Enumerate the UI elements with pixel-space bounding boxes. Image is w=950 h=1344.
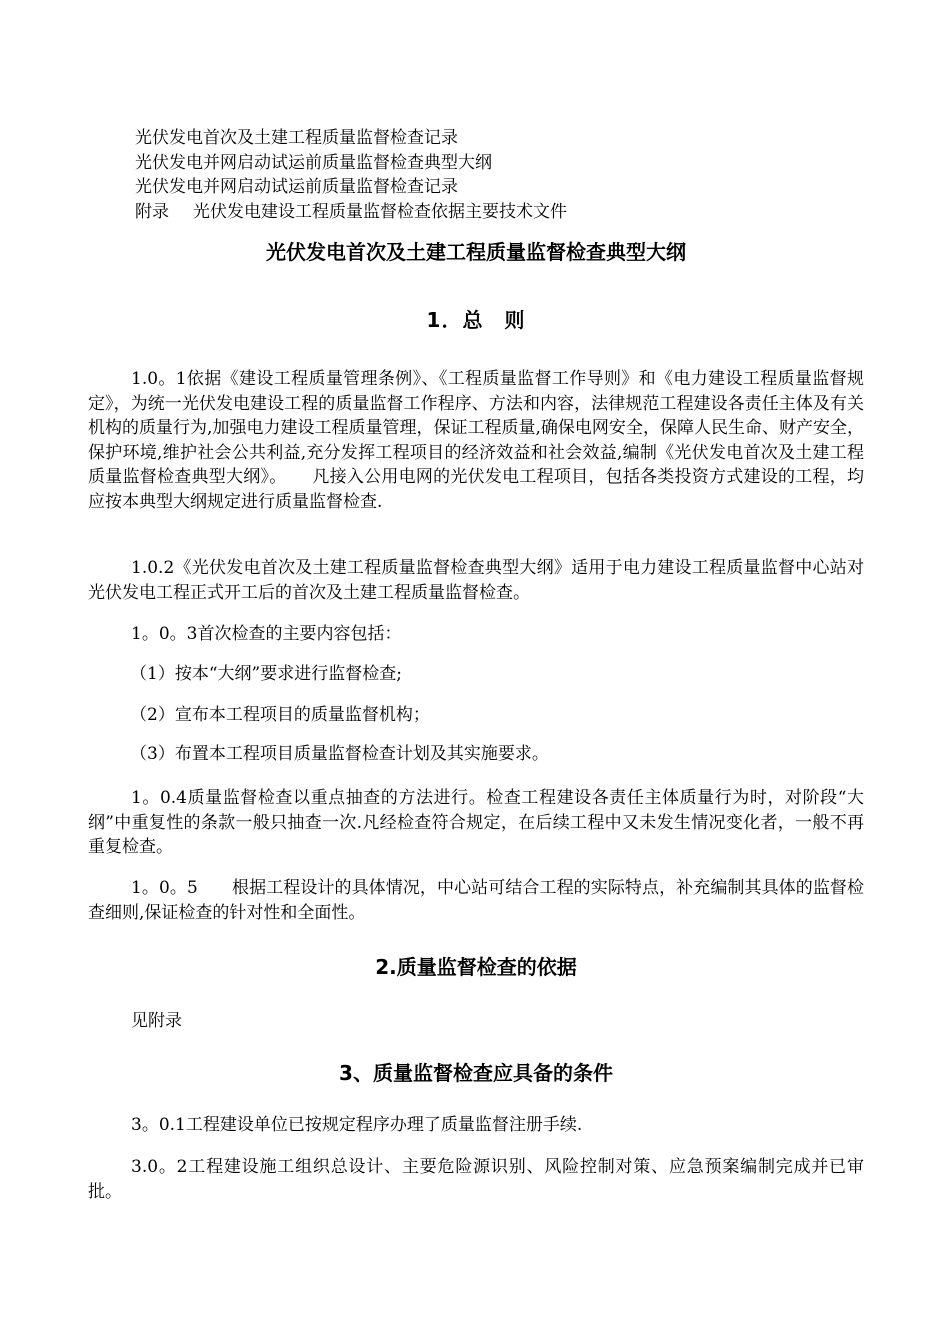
section-2-heading: 2.质量监督检查的依据 — [375, 955, 577, 979]
contents-item-text: 光伏发电并网启动试运前质量监督检查典型大纲 — [135, 152, 492, 173]
section-2-body: 见附录 — [131, 1011, 182, 1031]
list-item: （1）按本“大纲”要求进行监督检查; — [130, 664, 402, 684]
list-item: （3）布置本工程项目质量监督检查计划及其实施要求。 — [130, 744, 549, 764]
contents-item — [135, 151, 855, 176]
section-1-heading: 1．总 则 — [426, 308, 526, 332]
paragraph-1-0-1: 1.0。1依据《建设工程质量管理条例》、《工程质量监督工作导则》和《电力建设工程质量监督规定》，为统一光伏发电建设工程的质量监督工作程序、方法和内容，法律规范工程建设各责任主体及有关机构的质量行为,加强电力建设工程质量管理，保证工程质量,确保电网安全，保障人民生命、财产安全，保护环境,维护社会公共利益,充分发挥工程项目的经济效益和社会效益,编制《光伏发电首次及土建工程质量监督检查典型大纲》。 凡接入公用电网的光伏发电工程项目，包括各类投资方式建设的工程，均应按本典型大纲规定进行质量监督检查. — [88, 369, 864, 512]
paragraph-3-0-2: 3.0。2工程建设施工组织总设计、主要危险源识别、风险控制对策、应急预案编制完成并已审批。 — [88, 1157, 864, 1202]
contents-item-text: 光伏发电并网启动试运前质量监督检查记录 — [135, 177, 458, 197]
contents-list — [135, 126, 855, 224]
paragraph-3-0-1: 3。0.1工程建设单位已按规定程序办理了质量监督注册手续. — [131, 1115, 583, 1135]
contents-item-text: 光伏发电首次及土建工程质量监督检查记录 — [135, 128, 458, 148]
paragraph-1-0-3: 1。0。3首次检查的主要内容包括： — [131, 624, 402, 644]
paragraph-1-0-4: 1。0.4质量监督检查以重点抽查的方法进行。检查工程建设各责任主体质量行为时，对阶段“大纲”中重复性的条款一般只抽查一次.凡经检查符合规定，在后续工程中又未发生情况变化者，一般不再重复检查。 — [88, 788, 864, 857]
contents-item-prefix: 附录 — [135, 201, 169, 222]
paragraph-1-0-2: 1.0.2《光伏发电首次及土建工程质量监督检查典型大纲》适用于电力建设工程质量监督中心站对光伏发电工程正式开工后的首次及土建工程质量监督检查。 — [88, 558, 864, 603]
list-item: （2）宣布本工程项目的质量监督机构； — [130, 705, 430, 725]
contents-item — [135, 126, 855, 151]
contents-item — [135, 175, 855, 200]
document-title: 光伏发电首次及土建工程质量监督检查典型大纲 — [266, 240, 686, 264]
contents-item-text: 光伏发电建设工程质量监督检查依据主要技术文件 — [193, 201, 567, 222]
contents-item-appendix — [135, 200, 855, 225]
paragraph-1-0-5: 1。0。5 根据工程设计的具体情况，中心站可结合工程的实际特点，补充编制其具体的监督检查细则,保证检查的针对性和全面性。 — [88, 878, 864, 923]
section-3-heading: 3、质量监督检查应具备的条件 — [339, 1061, 613, 1085]
